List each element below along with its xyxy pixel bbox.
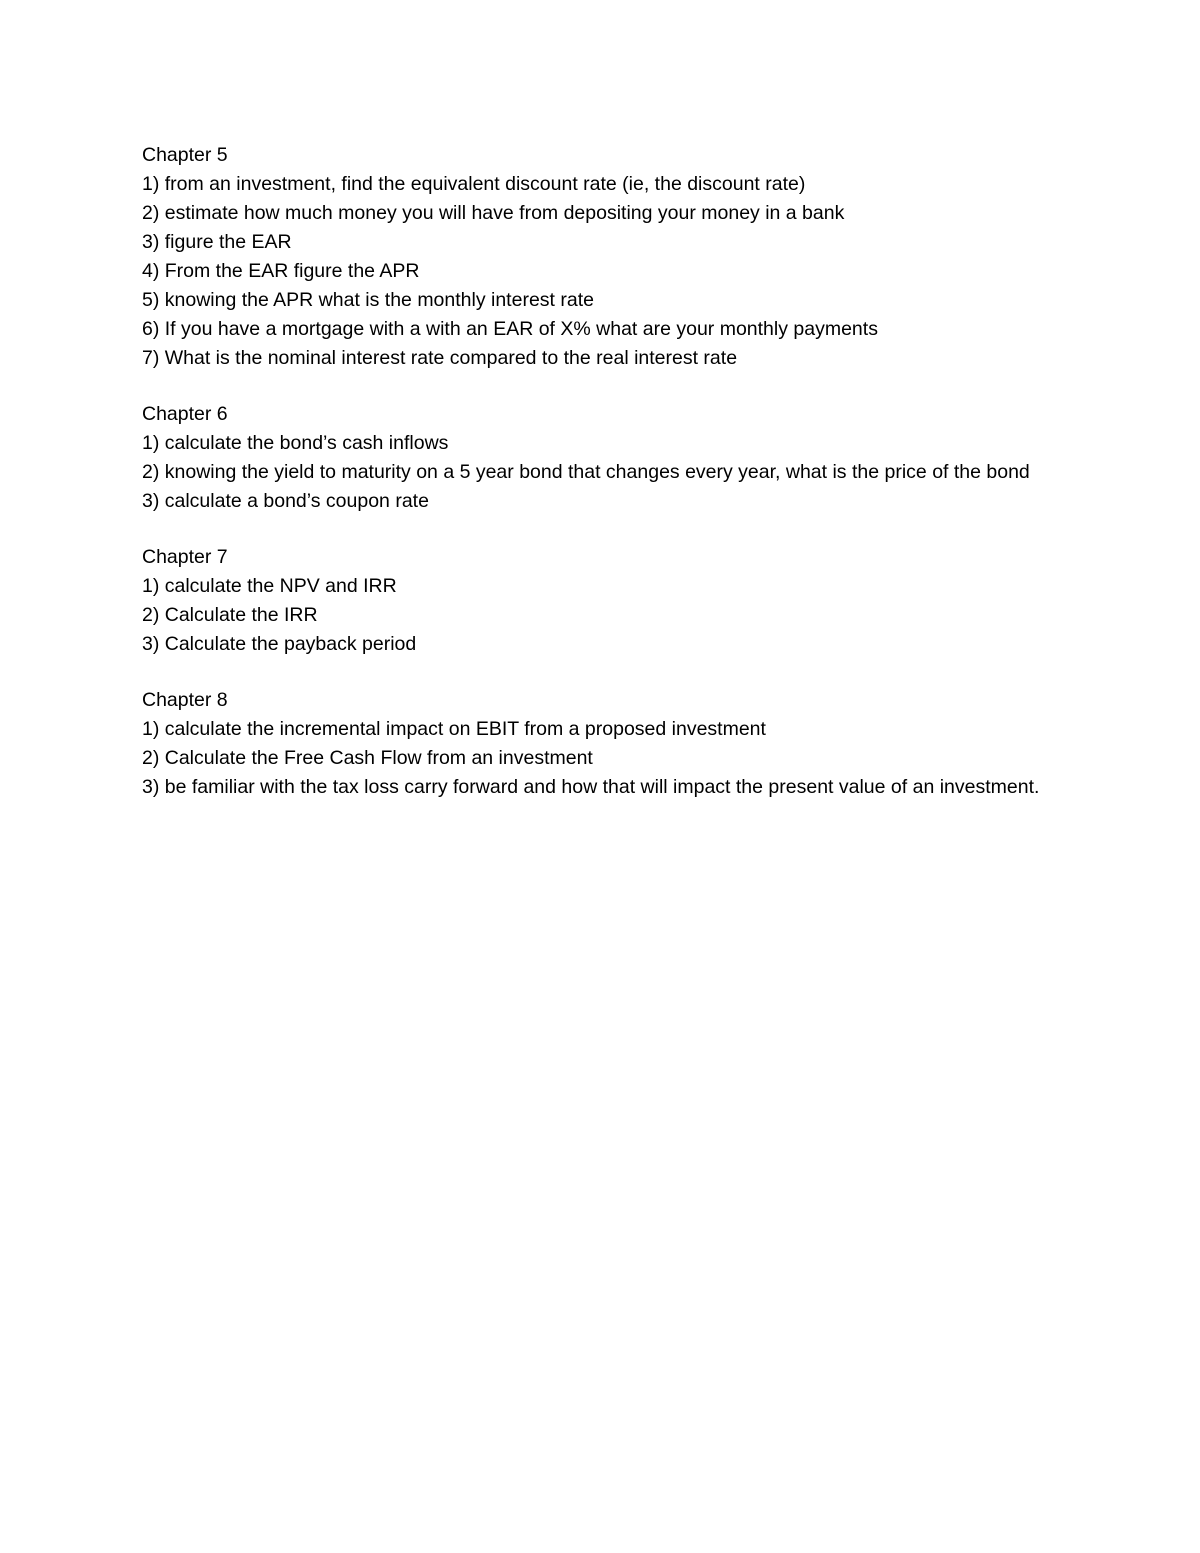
chapter-8-section — [142, 686, 1062, 802]
list-item: 2) estimate how much money you will have from depositing your money in a bank — [142, 202, 845, 224]
chapter-heading: Chapter 8 — [142, 689, 228, 711]
list-item: 2) Calculate the IRR — [142, 604, 318, 626]
list-item: 1) calculate the NPV and IRR — [142, 575, 397, 597]
chapter-5-section — [142, 141, 1062, 373]
list-item: 5) knowing the APR what is the monthly interest rate — [142, 289, 594, 311]
list-item: 1) calculate the bond’s cash inflows — [142, 432, 449, 454]
document-body — [142, 141, 1062, 829]
chapter-heading: Chapter 7 — [142, 546, 228, 568]
list-item: 6) If you have a mortgage with a with an EAR of X% what are your monthly payments — [142, 318, 878, 340]
list-item: 3) figure the EAR — [142, 231, 292, 253]
list-item: 2) knowing the yield to maturity on a 5 year bond that changes every year, what is the price of the bond — [142, 461, 1030, 483]
list-item: 3) be familiar with the tax loss carry forward and how that will impact the present value of an investment. — [142, 776, 1040, 798]
chapter-heading: Chapter 6 — [142, 403, 228, 425]
list-item: 4) From the EAR figure the APR — [142, 260, 420, 282]
chapter-7-section — [142, 543, 1062, 659]
list-item: 7) What is the nominal interest rate compared to the real interest rate — [142, 347, 738, 369]
list-item: 2) Calculate the Free Cash Flow from an investment — [142, 747, 593, 769]
list-item: 1) from an investment, find the equivalent discount rate (ie, the discount rate) — [142, 173, 806, 195]
list-item: 3) calculate a bond’s coupon rate — [142, 490, 429, 512]
list-item: 3) Calculate the payback period — [142, 633, 417, 655]
chapter-heading: Chapter 5 — [142, 144, 228, 166]
chapter-6-section — [142, 400, 1062, 516]
list-item: 1) calculate the incremental impact on EBIT from a proposed investment — [142, 718, 766, 740]
